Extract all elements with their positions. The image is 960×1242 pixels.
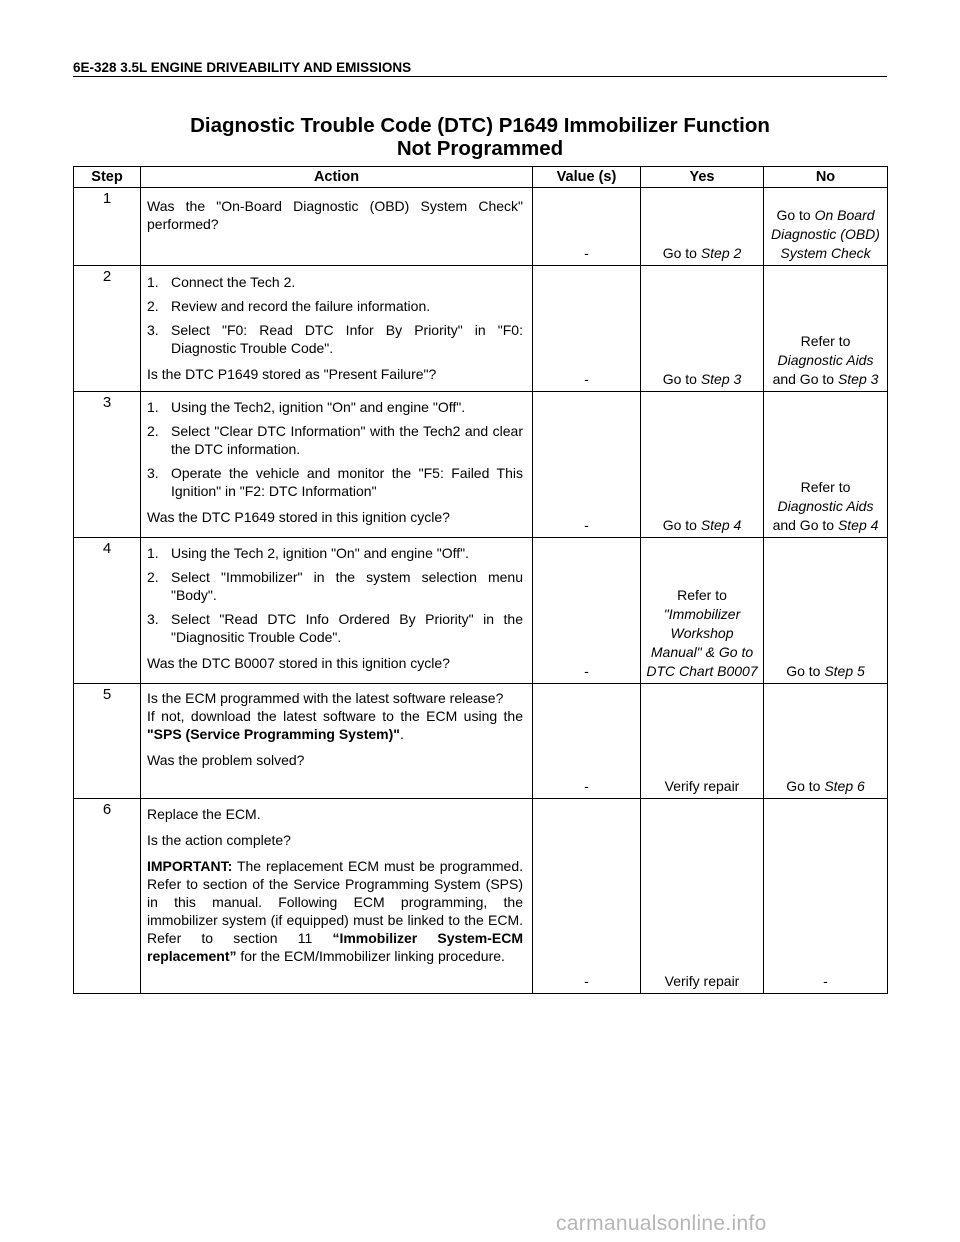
value-cell: -: [533, 266, 641, 392]
step-number: 2: [74, 266, 141, 392]
table-row: [74, 538, 888, 684]
action-cell: [141, 266, 533, 392]
page-title: [73, 114, 887, 160]
title-line-1: Diagnostic Trouble Code (DTC) P1649 Immobilizer Function: [190, 114, 770, 137]
step-number: 3: [74, 392, 141, 538]
value-cell: -: [533, 538, 641, 684]
column-header-no: No: [764, 167, 888, 188]
no-cell: Refer to Diagnostic Aids and Go to Step 3: [764, 266, 888, 392]
table-row: [74, 799, 888, 994]
list-item: 2. Select "Immobilizer" in the system selection menu "Body".: [147, 569, 523, 603]
important-note: IMPORTANT: The replacement ECM must be programmed. Refer to section of the Service Programming System (SPS) in this manual. Following ECM programming, the immobilizer system (if equipped) must be linked to the ECM. Refer to section 11 “Immobilizer System-ECM replacement” for the ECM/Immobilizer linking procedure.: [147, 858, 523, 964]
list-number: 2.: [147, 569, 159, 585]
action-cell: [141, 392, 533, 538]
question-text: Is the action complete?: [147, 832, 291, 848]
action-text: If not, download the latest software to the ECM using the "SPS (Service Programming System)".: [147, 708, 523, 742]
question-text: Was the DTC B0007 stored in this ignition cycle?: [147, 655, 450, 671]
no-cell: Go to Step 5: [764, 538, 888, 684]
list-item: 3. Select "F0: Read DTC Infor By Priority" in "F0: Diagnostic Trouble Code".: [147, 322, 523, 356]
table-row: [74, 684, 888, 799]
no-cell: Go to Step 6: [764, 684, 888, 799]
column-header-value: Value (s): [533, 167, 641, 188]
list-item: 3. Operate the vehicle and monitor the "F5: Failed This Ignition" in "F2: DTC Information": [147, 465, 523, 499]
question-text: Is the DTC P1649 stored as "Present Failure"?: [147, 366, 437, 382]
list-item: 2. Select "Clear DTC Information" with the Tech2 and clear the DTC information.: [147, 423, 523, 457]
yes-cell: Go to Step 4: [641, 392, 764, 538]
yes-cell: Verify repair: [641, 799, 764, 994]
yes-cell: Verify repair: [641, 684, 764, 799]
action-cell: [141, 538, 533, 684]
value-cell: -: [533, 392, 641, 538]
no-cell: Refer to Diagnostic Aids and Go to Step 4: [764, 392, 888, 538]
list-item: 1. Connect the Tech 2.: [147, 274, 296, 290]
column-header-yes: Yes: [641, 167, 764, 188]
diagnostic-table: [73, 166, 888, 994]
list-number: 1.: [147, 274, 159, 290]
question-text: Was the DTC P1649 stored in this ignition cycle?: [147, 509, 450, 525]
value-cell: -: [533, 188, 641, 266]
list-number: 3.: [147, 322, 159, 338]
table-header-row: [74, 167, 888, 188]
step-number: 1: [74, 188, 141, 266]
list-number: 3.: [147, 611, 159, 627]
step-number: 6: [74, 799, 141, 994]
watermark: carmanualsonline.info: [556, 1212, 767, 1235]
list-item: 1. Using the Tech 2, ignition "On" and engine "Off".: [147, 545, 469, 561]
column-header-action: Action: [141, 167, 533, 188]
yes-cell: Go to Step 3: [641, 266, 764, 392]
yes-cell: Refer to "Immobilizer Workshop Manual" & Go to DTC Chart B0007: [641, 538, 764, 684]
list-number: 3.: [147, 465, 159, 481]
action-text: Was the "On-Board Diagnostic (OBD) System Check" performed?: [147, 198, 523, 232]
no-cell: Go to On Board Diagnostic (OBD) System Check: [764, 188, 888, 266]
list-number: 2.: [147, 298, 159, 314]
table-row: [74, 392, 888, 538]
column-header-step: Step: [74, 167, 141, 188]
list-item: 1. Using the Tech2, ignition "On" and engine "Off".: [147, 399, 466, 415]
value-cell: -: [533, 684, 641, 799]
value-cell: -: [533, 799, 641, 994]
page-header: 6E-328 3.5L ENGINE DRIVEABILITY AND EMISSIONS: [73, 60, 887, 77]
table-row: [74, 266, 888, 392]
list-item: 2. Review and record the failure information.: [147, 298, 431, 314]
action-text: Is the ECM programmed with the latest software release?: [147, 690, 504, 706]
action-cell: [141, 188, 533, 266]
list-item: 3. Select "Read DTC Info Ordered By Priority" in the "Diagnositic Trouble Code".: [147, 611, 523, 645]
action-cell: [141, 799, 533, 994]
title-line-2: Not Programmed: [396, 137, 564, 160]
yes-cell: Go to Step 2: [641, 188, 764, 266]
step-number: 5: [74, 684, 141, 799]
step-number: 4: [74, 538, 141, 684]
table-row: [74, 188, 888, 266]
list-number: 1.: [147, 399, 159, 415]
action-text: Replace the ECM.: [147, 806, 261, 822]
no-cell: -: [764, 799, 888, 994]
action-cell: [141, 684, 533, 799]
list-number: 1.: [147, 545, 159, 561]
list-number: 2.: [147, 423, 159, 439]
question-text: Was the problem solved?: [147, 752, 305, 768]
